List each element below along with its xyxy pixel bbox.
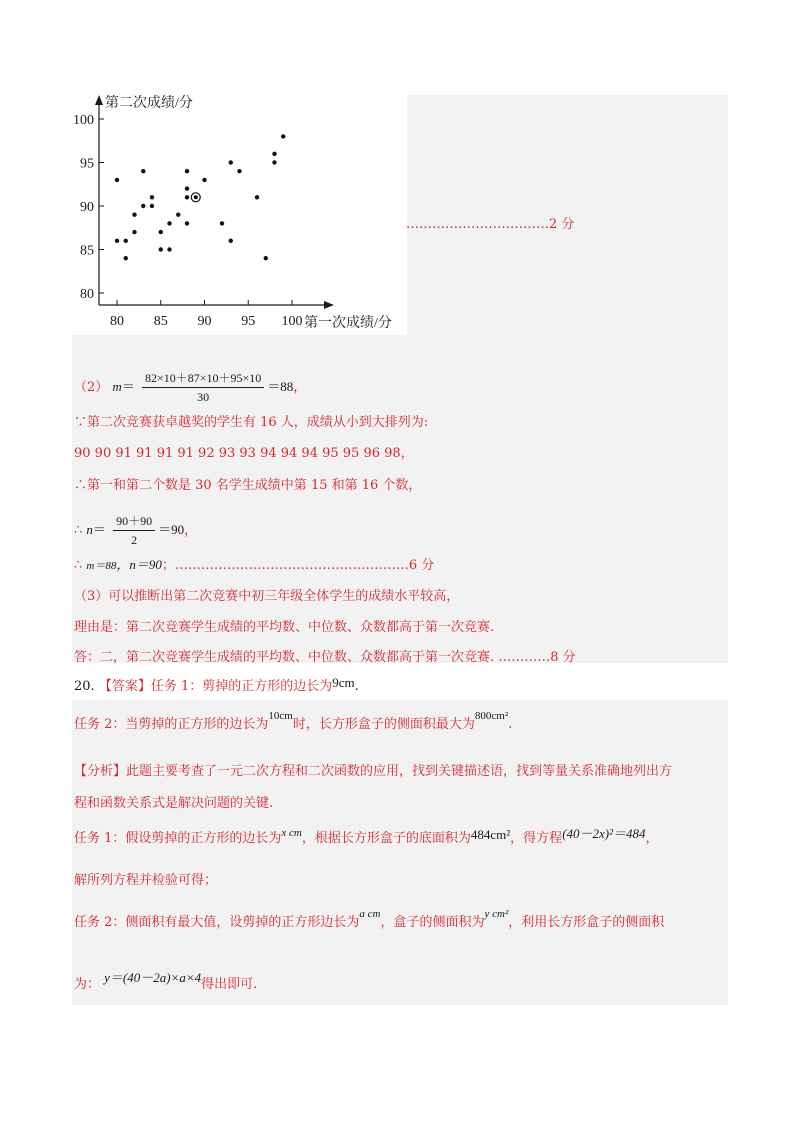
- scatter-point: [132, 230, 136, 234]
- final-m: m＝88: [86, 560, 117, 572]
- m-variable: m: [112, 379, 122, 394]
- analysis-tag: 【分析】: [74, 764, 127, 779]
- t1-x: x cm: [281, 827, 302, 839]
- final-values-line: [74, 556, 434, 575]
- t2-formula-line: [74, 970, 258, 994]
- scatter-point: [185, 221, 189, 225]
- analysis-line-1: [74, 763, 672, 781]
- t1-text-b: ，根据长方形盒子的底面积为: [301, 831, 471, 846]
- y-tick-label: 85: [80, 243, 94, 259]
- scatter-point: [132, 213, 136, 217]
- task2-value: 10cm: [268, 710, 293, 722]
- t1-end: ，: [645, 831, 659, 846]
- m-result: ＝88: [267, 379, 294, 394]
- therefore-line: ∴第一和第二个数是 30 名学生成绩中第 15 和第 16 个数，: [74, 478, 422, 493]
- m-fraction: [142, 369, 264, 406]
- reason-line: ∵第二次竞赛获卓越奖的学生有 16 人，成绩从小到大排列为:: [74, 415, 429, 430]
- x-axis-label: 第一次成绩/分: [304, 316, 392, 331]
- task2-end: .: [508, 717, 513, 732]
- n-prefix: ∴: [74, 523, 83, 538]
- p2-n-line: ∴ n＝ $\frac{90+90}{2}$ ＝90，: [74, 514, 198, 547]
- n-variable: n: [86, 522, 93, 537]
- t2-text-a: 任务 2：侧面积有最大值，设剪掉的正方形边长为: [74, 915, 360, 930]
- t1-area: 484cm²: [470, 827, 511, 842]
- t1-equation: (40－2x)²＝484: [562, 826, 646, 841]
- answer-tag: 【答案】: [98, 679, 151, 694]
- y-tick-label: 90: [80, 200, 94, 215]
- final-prefix: ∴: [74, 558, 83, 573]
- p3-line-2: 理由是：第二次竞赛学生成绩的平均数、中位数、众数都高于第一次竞赛.: [74, 620, 495, 635]
- m-denominator: 30: [197, 390, 210, 404]
- scatter-plot: [72, 95, 407, 335]
- scatter-point: [272, 152, 276, 156]
- y-tick-label: 100: [73, 113, 94, 128]
- x-tick-label: 95: [241, 314, 256, 329]
- solve-line: 解所列方程并检验可得；: [74, 873, 218, 888]
- final-n: ，n＝90: [116, 557, 162, 572]
- t2-text-d: 为：: [74, 977, 101, 992]
- score-mark-2: ……………………………2 分: [406, 217, 575, 232]
- t1-text-a: 任务 1：假设剪掉的正方形的边长为: [74, 831, 282, 846]
- scatter-point: [229, 239, 233, 243]
- answer-shade-bottom: [72, 700, 728, 1005]
- scatter-point: [176, 213, 180, 217]
- scatter-point: [237, 169, 241, 173]
- x-tick-label: 100: [281, 314, 303, 329]
- scatter-point: [229, 160, 233, 164]
- scatter-point: [281, 134, 285, 138]
- m-comma: ，: [293, 380, 307, 395]
- scatter-point: [124, 239, 128, 243]
- t2-text-b: ，盒子的侧面积为: [380, 915, 485, 930]
- scatter-point: [124, 256, 128, 260]
- scatter-point: [150, 195, 154, 199]
- n-fraction: [113, 512, 155, 549]
- n-comma: ，: [184, 523, 198, 538]
- x-tick-label: 85: [153, 314, 168, 329]
- scatter-point: [150, 204, 154, 208]
- x-tick-label: 80: [110, 314, 124, 329]
- task2-text-a: 任务 2：当剪掉的正方形的边长为: [74, 717, 269, 732]
- scatter-point: [141, 169, 145, 173]
- scatter-point: [272, 160, 276, 164]
- y-axis-label: 第二次成绩/分: [105, 96, 193, 111]
- scatter-point: [264, 256, 268, 260]
- scatter-point: [141, 204, 145, 208]
- t1-text-c: ，得方程: [510, 831, 563, 846]
- task1-value: 9cm: [332, 675, 355, 690]
- t2-formula: y＝(40－2a)×a×4: [104, 970, 202, 985]
- task2-area: 800cm²: [474, 710, 509, 722]
- t1-line: [74, 826, 659, 848]
- analysis-text-1: 此题主要考查了一元二次方程和二次函数的应用，找到关键描述语，找到等量关系准确地列出方: [126, 764, 673, 779]
- t2-y: y cm²: [484, 908, 509, 920]
- p2-label: （2）: [74, 380, 109, 395]
- n-numerator: 90＋90: [113, 512, 155, 531]
- scatter-point: [115, 178, 119, 182]
- scatter-point: [167, 247, 171, 251]
- task1-end: .: [354, 679, 359, 694]
- q20-number: 20.: [74, 679, 95, 694]
- scatter-point: [159, 230, 163, 234]
- t2-text-c: ，利用长方形盒子的侧面积: [508, 915, 665, 930]
- scatter-point: [185, 169, 189, 173]
- score-mark-6: ；………………………………………………6 分: [161, 558, 435, 573]
- task1-text: 任务 1：剪掉的正方形的边长为: [150, 679, 333, 694]
- task2-line: [74, 710, 513, 734]
- y-tick-label: 95: [80, 156, 94, 172]
- n-denominator: 2: [131, 533, 138, 547]
- t2-end: 得出即可.: [201, 977, 258, 992]
- x-tick-label: 90: [197, 314, 212, 329]
- p3-line-1: （3）可以推断出第二次竞赛中初三年级全体学生的成绩水平较高，: [74, 589, 460, 604]
- scatter-point: [220, 221, 224, 225]
- y-tick-label: 80: [80, 287, 94, 302]
- p3-line-3: 答：二，第二次竞赛学生成绩的平均数、中位数、众数都高于第一次竞赛. …………8 分: [74, 650, 576, 665]
- t2-a-var: a cm: [359, 908, 381, 920]
- scatter-point: [202, 178, 206, 182]
- scores-line: 90 90 91 91 91 91 92 93 93 94 94 94 95 95 96 98，: [74, 446, 414, 461]
- scatter-point: [255, 195, 259, 199]
- highlighted-point: [194, 195, 198, 199]
- p2-m-line: （2） m＝ $\frac{82\times 10+87\times 10+95\times 10}{30}$ ＝88，: [74, 371, 307, 404]
- m-numerator: 82×10＋87×10＋95×10: [142, 369, 264, 388]
- scatter-point: [167, 221, 171, 225]
- q20-answer-line: [74, 677, 359, 696]
- scatter-point: [185, 195, 189, 199]
- t2-line: [74, 908, 665, 932]
- scatter-point: [159, 247, 163, 251]
- task2-text-b: 时，长方形盒子的侧面积最大为: [292, 717, 475, 732]
- n-result: ＝90: [158, 522, 185, 537]
- scatter-point: [115, 239, 119, 243]
- scatter-point: [185, 186, 189, 190]
- analysis-line-2: 程和函数关系式是解决问题的关键.: [74, 796, 274, 811]
